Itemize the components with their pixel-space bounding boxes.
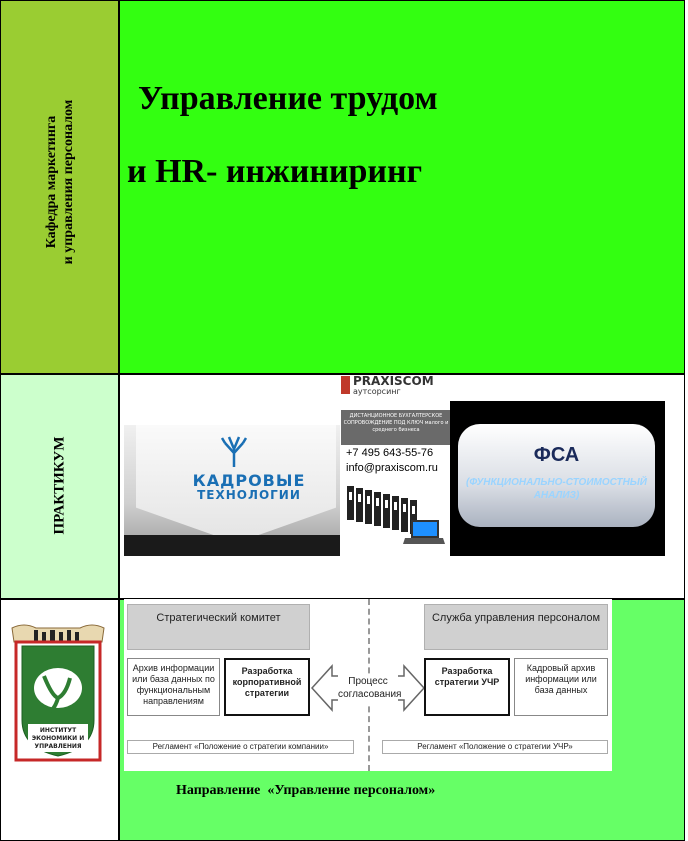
fsa-title: ФСА: [533, 444, 580, 466]
direction-label: Направление «Управление персоналом»: [176, 783, 436, 798]
svg-text:ЭКОНОМИКИ И: ЭКОНОМИКИ И: [31, 735, 85, 742]
hr-service-box: Служба управления персоналом: [424, 604, 608, 650]
company-regulation-box: Регламент «Положение о стратегии компании»: [127, 740, 354, 754]
fsa-subtitle: (ФУНКЦИОНАЛЬНО-СТОИМОСТНЫЙ АНАЛИЗ): [465, 477, 647, 501]
practicum-label: ПРАКТИКУМ: [51, 436, 68, 535]
approval-process-label: Процесс согласования: [338, 675, 398, 703]
praxiscom-banner-text: ДИСТАНЦИОННОЕ БУХГАЛТЕРСКОЕ СОПРОВОЖДЕНИЕ ПОД КЛЮЧ малого и среднего бизнеса: [343, 413, 449, 433]
right-archive-box: Кадровый архив информации или база данных: [514, 658, 608, 716]
title-line2: и HR- инжиниринг: [127, 153, 423, 190]
binders-laptop-icon: [345, 480, 445, 552]
strategic-committee-box: Стратегический комитет: [127, 604, 310, 650]
hr-strategy-box: Разработка стратегии УЧР: [424, 658, 510, 716]
praxiscom-banner: [341, 410, 451, 445]
svg-text:ИНСТИТУТ: ИНСТИТУТ: [39, 727, 77, 734]
corporate-strategy-box: Разработка корпоративной стратегии: [224, 658, 310, 716]
praxiscom-email: info@praxiscom.ru: [346, 462, 438, 474]
praxiscom-mark-icon: [341, 376, 350, 394]
title-line1: Управление трудом: [138, 80, 438, 117]
praxiscom-logo: [341, 374, 451, 398]
svg-text:УПРАВЛЕНИЯ: УПРАВЛЕНИЯ: [34, 743, 82, 750]
strategy-diagram: [124, 599, 612, 771]
department-line2: и управления персоналом: [61, 99, 76, 265]
praxiscom-name: PRAXISCOM: [353, 374, 434, 388]
fsa-pill: [458, 424, 655, 527]
department-line1: Кафедра маркетинга: [44, 115, 59, 249]
fsa-logo: [450, 401, 665, 556]
praxiscom-sub: аутсорсинг: [353, 387, 401, 396]
kadrovye-technologies-logo: [124, 425, 340, 556]
tree-icon: [219, 433, 249, 469]
kadrovye-line2: ТЕХНОЛОГИИ: [197, 488, 301, 502]
hr-regulation-box: Регламент «Положение о стратегии УЧР»: [382, 740, 608, 754]
kadrovye-dark-band: [124, 535, 340, 556]
department-label: [43, 12, 77, 352]
kadrovye-line1: КАДРОВЫЕ: [192, 471, 306, 490]
praxiscom-phone: +7 495 643-55-76: [346, 447, 434, 459]
left-archive-box: Архив информации или база данных по функциональным направлениям: [127, 658, 220, 716]
institute-emblem: [6, 620, 110, 764]
